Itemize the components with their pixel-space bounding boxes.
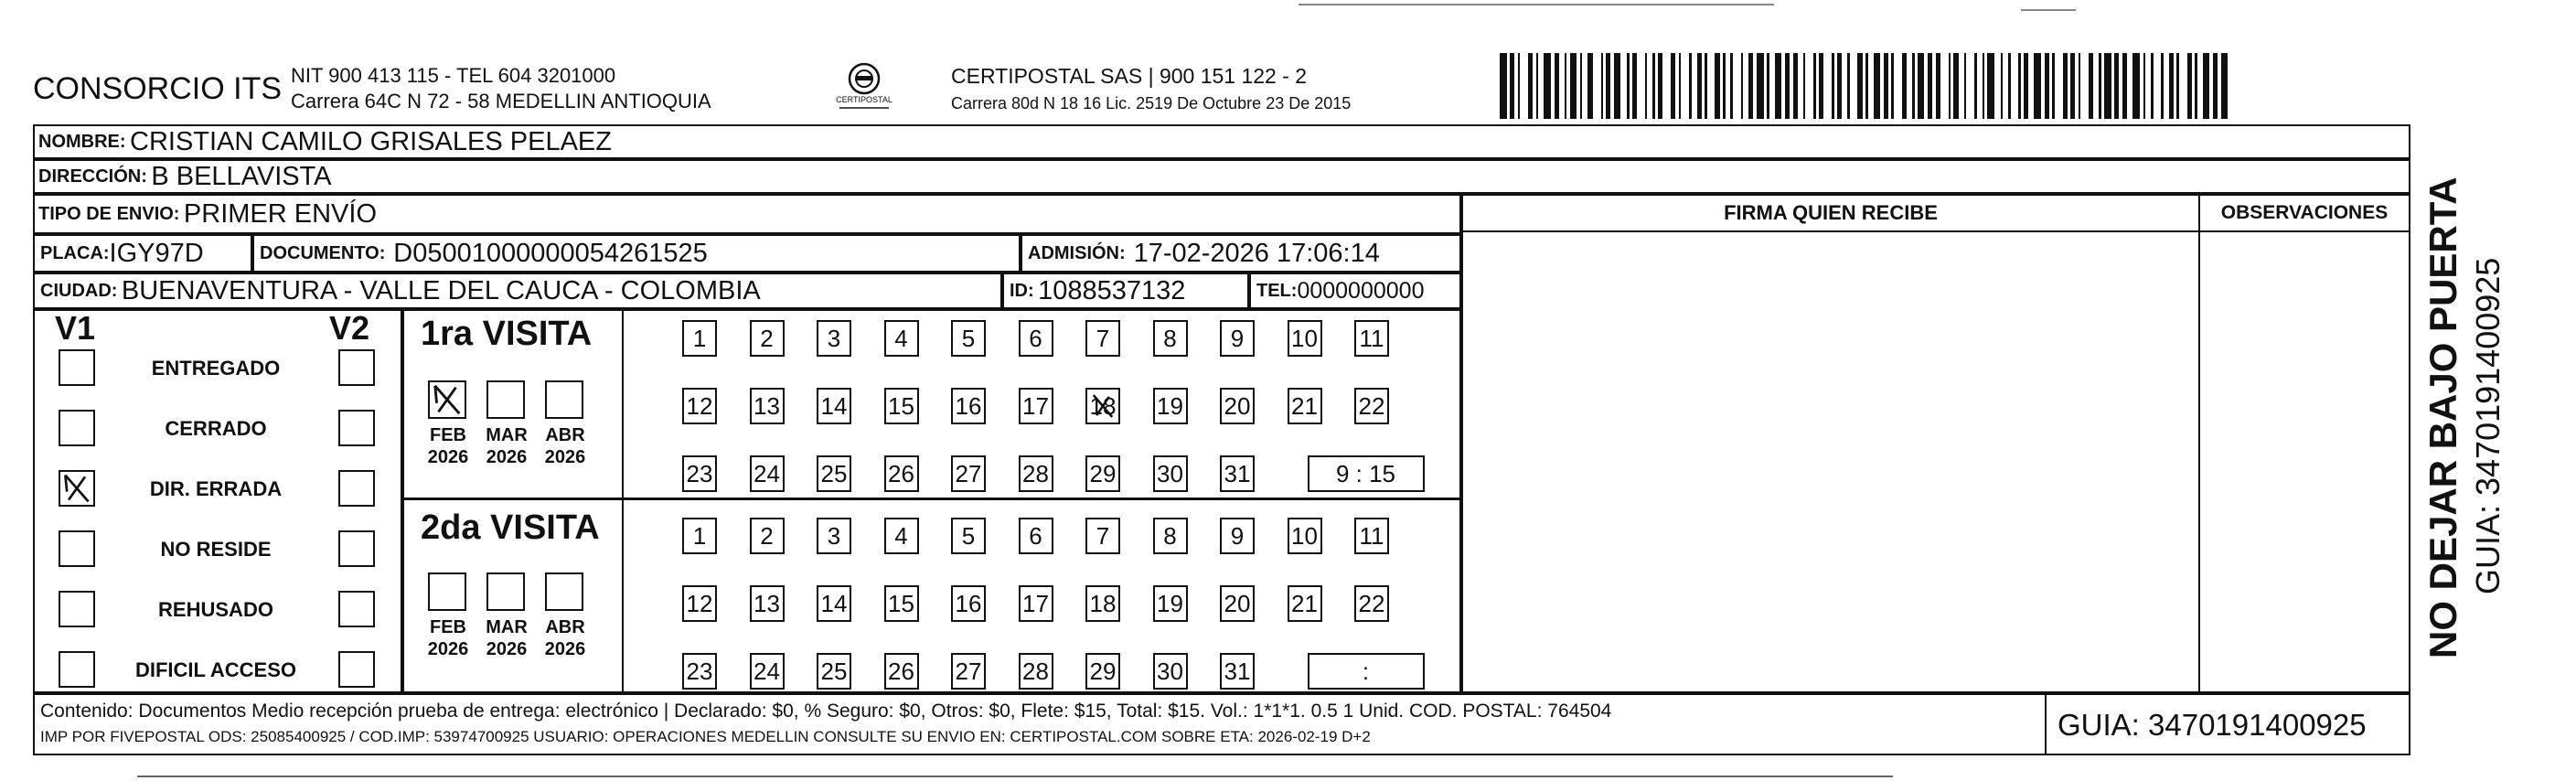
- barcode-bar: [1715, 53, 1719, 119]
- nombre-value: CRISTIAN CAMILO GRISALES PELAEZ: [130, 126, 612, 156]
- direccion-label: DIRECCIÓN:: [38, 166, 147, 187]
- time-box[interactable]: 9 : 15: [1308, 455, 1425, 492]
- day-box[interactable]: 7: [1085, 320, 1120, 357]
- day-box[interactable]: 6: [1019, 518, 1053, 554]
- barcode-bar: [2176, 53, 2179, 119]
- day-box[interactable]: 21: [1288, 585, 1322, 622]
- day-box[interactable]: 27: [951, 455, 986, 492]
- day-box[interactable]: 11: [1354, 320, 1389, 357]
- admision-label: ADMISIÓN:: [1028, 242, 1126, 263]
- barcode-bar: [2221, 53, 2229, 119]
- footer-guia-divider: [2045, 693, 2047, 755]
- id-value: 1088537132: [1038, 275, 1186, 305]
- barcode-bar: [2114, 53, 2119, 119]
- tipo-value: PRIMER ENVÍO: [183, 198, 378, 229]
- day-box[interactable]: 24: [750, 653, 785, 690]
- barcode-bar: [1555, 53, 1559, 119]
- nombre-row: [33, 124, 2410, 159]
- barcode-bar: [2213, 53, 2218, 119]
- barcode-bar: [2024, 53, 2028, 119]
- nombre-label: NOMBRE:: [38, 131, 126, 152]
- time-box[interactable]: :: [1308, 653, 1425, 690]
- placa-value: IGY97D: [109, 238, 204, 268]
- barcode-bar: [2169, 53, 2174, 119]
- barcode-bar: [1819, 53, 1823, 119]
- day-box[interactable]: 27: [951, 653, 986, 690]
- day-box[interactable]: 13: [750, 388, 785, 424]
- barcode-bar: [2063, 53, 2068, 119]
- barcode: [1500, 53, 2231, 119]
- day-box[interactable]: 26: [884, 455, 919, 492]
- day-box[interactable]: 20: [1220, 388, 1255, 424]
- barcode-bar: [1570, 53, 1577, 119]
- v1-checkbox[interactable]: [59, 651, 95, 688]
- barcode-bar: [1837, 53, 1842, 119]
- day-box[interactable]: 2: [750, 518, 785, 554]
- documento-label: DOCUMENTO:: [260, 242, 386, 263]
- barcode-bar: [1832, 53, 1834, 119]
- barcode-bar: [1813, 53, 1816, 119]
- barcode-bar: [1544, 53, 1551, 119]
- day-box[interactable]: 22: [1354, 585, 1389, 622]
- tipo-label: TIPO DE ENVIO:: [38, 203, 180, 224]
- barcode-bar: [1953, 53, 1958, 119]
- day-box[interactable]: 1: [682, 518, 717, 554]
- day-box[interactable]: 9: [1220, 518, 1255, 554]
- barcode-bar: [1601, 53, 1604, 119]
- barcode-bar: [2079, 53, 2081, 119]
- barcode-bar: [1874, 53, 1881, 119]
- ciudad-value: BUENAVENTURA - VALLE DEL CAUCA - COLOMBIA: [121, 275, 761, 305]
- day-box[interactable]: 6: [1019, 320, 1053, 357]
- status-option-label: DIR. ERRADA: [149, 477, 283, 500]
- documento-value: D05001000000054261525: [393, 238, 708, 268]
- status-option-label: ENTREGADO: [151, 357, 281, 380]
- id-cell: [1002, 273, 1249, 309]
- barcode-bar: [2195, 53, 2197, 119]
- ciudad-label: CIUDAD:: [40, 280, 118, 301]
- barcode-bar: [2187, 53, 2192, 119]
- day-box[interactable]: 26: [884, 653, 919, 690]
- day-box[interactable]: 15: [884, 585, 919, 622]
- scan-edge-line: [137, 776, 1893, 777]
- day-box[interactable]: 24: [750, 455, 785, 492]
- month-name: FEB: [430, 425, 466, 445]
- barcode-bar: [1645, 53, 1648, 119]
- month-label: [538, 424, 593, 468]
- month-name: ABR: [545, 617, 585, 637]
- footer-line1: Contenido: Documentos Medio recepción prueba de entrega: electrónico | Declarado: $0, % Seguro: $0, Otros: $0, Flete: $15, Total: $15. Vol.: 1*1*1. 0.5 1 Unid. COD. POSTAL: 764504: [40, 701, 1612, 722]
- certipostal-logo: [832, 60, 896, 113]
- tel-value: 0000000000: [1297, 277, 1425, 304]
- day-box[interactable]: 31: [1220, 455, 1255, 492]
- day-box[interactable]: 29: [1085, 455, 1120, 492]
- barcode-bar: [1803, 53, 1806, 119]
- month-year: 2026: [544, 639, 586, 659]
- tel-label: TEL:: [1256, 280, 1298, 301]
- v1-checkbox[interactable]: [59, 530, 95, 567]
- barcode-bar: [1580, 53, 1583, 119]
- day-box[interactable]: 21: [1288, 388, 1322, 424]
- scan-edge-line: [1299, 4, 1774, 5]
- tel-cell: [1249, 273, 1461, 309]
- day-box[interactable]: 9: [1220, 320, 1255, 357]
- barcode-bar: [1757, 53, 1764, 119]
- direccion-row: [33, 159, 2410, 194]
- placa-cell: [33, 234, 252, 273]
- barcode-bar: [2001, 53, 2004, 119]
- company-line2: Carrera 64C N 72 - 58 MEDELLIN ANTIOQUIA: [291, 90, 711, 112]
- visit-divider: [402, 497, 1461, 500]
- barcode-bar: [2008, 53, 2011, 119]
- company-name: CONSORCIO ITS: [33, 71, 283, 106]
- observaciones-box: [2198, 194, 2410, 693]
- day-box[interactable]: 14: [817, 388, 851, 424]
- barcode-bar: [1793, 53, 1798, 119]
- barcode-bar: [1741, 53, 1744, 119]
- barcode-bar: [1785, 53, 1790, 119]
- month-checkbox[interactable]: [428, 380, 466, 419]
- day-box[interactable]: 12: [682, 388, 717, 424]
- v2-checkbox[interactable]: [338, 410, 375, 446]
- day-box[interactable]: 18: [1085, 388, 1120, 424]
- month-checkbox[interactable]: [486, 380, 525, 419]
- day-box[interactable]: 29: [1085, 653, 1120, 690]
- barcode-bar: [1748, 53, 1753, 119]
- barcode-bar: [1614, 53, 1621, 119]
- v1-header: V1: [55, 309, 96, 347]
- day-box[interactable]: 10: [1288, 320, 1322, 357]
- side-warning: NO DEJAR BAJO PUERTA: [2421, 177, 2464, 658]
- barcode-bar: [2018, 53, 2021, 119]
- month-year: 2026: [486, 447, 528, 467]
- barcode-bar: [2034, 53, 2041, 119]
- barcode-bar: [1723, 53, 1726, 119]
- barcode-bar: [1510, 53, 1514, 119]
- month-label: [421, 616, 476, 660]
- visit-title-divider: [622, 309, 624, 693]
- barcode-bar: [1928, 53, 1932, 119]
- day-box[interactable]: 31: [1220, 653, 1255, 690]
- day-box[interactable]: 25: [817, 455, 851, 492]
- day-box[interactable]: 28: [1019, 455, 1053, 492]
- day-box[interactable]: 7: [1085, 518, 1120, 554]
- barcode-bar: [1902, 53, 1907, 119]
- day-box[interactable]: 10: [1288, 518, 1322, 554]
- v1-checkbox[interactable]: [59, 591, 95, 627]
- month-label: [538, 616, 593, 660]
- barcode-bar: [1775, 53, 1782, 119]
- day-box[interactable]: 30: [1153, 653, 1188, 690]
- day-box[interactable]: 8: [1153, 320, 1188, 357]
- barcode-bar: [1730, 53, 1733, 119]
- day-box[interactable]: 4: [884, 320, 919, 357]
- ciudad-cell: [33, 273, 1002, 309]
- barcode-bar: [2099, 53, 2101, 119]
- month-name: MAR: [486, 617, 528, 637]
- admision-cell: [1021, 234, 1461, 273]
- month-name: MAR: [486, 425, 528, 445]
- barcode-bar: [2104, 53, 2111, 119]
- barcode-bar: [1865, 53, 1868, 119]
- direccion-value: B BELLAVISTA: [151, 161, 332, 191]
- barcode-bar: [1983, 53, 1985, 119]
- day-box[interactable]: 16: [951, 388, 986, 424]
- month-label: [421, 424, 476, 468]
- month-name: ABR: [545, 425, 585, 445]
- barcode-bar: [2122, 53, 2127, 119]
- barcode-bar: [1987, 53, 1994, 119]
- barcode-bar: [1536, 53, 1539, 119]
- barcode-bar: [1671, 53, 1675, 119]
- v1-checkbox[interactable]: [59, 349, 95, 386]
- logo-text: CERTIPOSTAL: [836, 95, 893, 104]
- carrier-line2: Carrera 80d N 18 16 Lic. 2519 De Octubre 23 De 2015: [951, 94, 1352, 112]
- barcode-bar: [1632, 53, 1637, 119]
- day-box[interactable]: 19: [1153, 388, 1188, 424]
- barcode-bar: [1767, 53, 1769, 119]
- side-guia: GUIA: 3470191400925: [2469, 257, 2507, 594]
- firma-box: [1461, 194, 2200, 693]
- barcode-bar: [1565, 53, 1567, 119]
- day-box[interactable]: 15: [884, 388, 919, 424]
- month-checkbox[interactable]: [545, 380, 583, 419]
- barcode-bar: [1518, 53, 1521, 119]
- day-box[interactable]: 5: [951, 320, 986, 357]
- v2-header: V2: [329, 309, 370, 347]
- tipo-row: [33, 194, 1461, 234]
- barcode-bar: [1652, 53, 1655, 119]
- v1-checkbox[interactable]: [59, 470, 95, 507]
- barcode-bar: [2143, 53, 2146, 119]
- barcode-bar: [1884, 53, 1888, 119]
- day-box[interactable]: 4: [884, 518, 919, 554]
- day-box[interactable]: 19: [1153, 585, 1188, 622]
- barcode-bar: [2132, 53, 2140, 119]
- barcode-bar: [1689, 53, 1692, 119]
- barcode-bar: [1936, 53, 1940, 119]
- barcode-bar: [1697, 53, 1702, 119]
- id-label: ID:: [1010, 280, 1034, 301]
- visit2-title: 2da VISITA: [421, 508, 600, 547]
- month-year: 2026: [486, 639, 528, 659]
- day-box[interactable]: 23: [682, 455, 717, 492]
- barcode-bar: [1587, 53, 1592, 119]
- barcode-bar: [2070, 53, 2075, 119]
- v2-checkbox[interactable]: [338, 651, 375, 688]
- v2-checkbox[interactable]: [338, 470, 375, 507]
- month-label: [479, 424, 534, 468]
- month-label: [479, 616, 534, 660]
- day-box[interactable]: 14: [817, 585, 851, 622]
- day-box[interactable]: 23: [682, 653, 717, 690]
- day-box[interactable]: 17: [1019, 388, 1053, 424]
- company-line1: NIT 900 413 115 - TEL 604 3201000: [291, 64, 616, 87]
- barcode-bar: [2045, 53, 2049, 119]
- footer-guia: GUIA: 3470191400925: [2058, 708, 2367, 742]
- day-box[interactable]: 16: [951, 585, 986, 622]
- status-option-label: CERRADO: [165, 417, 267, 440]
- v1-checkbox[interactable]: [59, 410, 95, 446]
- footer-line2: IMP POR FIVEPOSTAL ODS: 25085400925 / COD.IMP: 53974700925 USUARIO: OPERACIONES MEDELLIN CONSULTE SU ENVIO EN: CERTIPOSTAL.COM SOBRE ETA: 2026-02-19 D+2: [40, 728, 1371, 745]
- admision-value: 17-02-2026 17:06:14: [1133, 238, 1380, 268]
- barcode-bar: [2089, 53, 2093, 119]
- month-checkbox[interactable]: [428, 572, 466, 611]
- month-year: 2026: [544, 447, 586, 467]
- barcode-bar: [2151, 53, 2154, 119]
- carrier-line1: CERTIPOSTAL SAS | 900 151 122 - 2: [951, 64, 1308, 88]
- documento-cell: [252, 234, 1021, 273]
- day-box[interactable]: 22: [1354, 388, 1389, 424]
- v2-checkbox[interactable]: [338, 530, 375, 567]
- day-box[interactable]: 20: [1220, 585, 1255, 622]
- barcode-bar: [1974, 53, 1977, 119]
- visit1-title: 1ra VISITA: [421, 315, 593, 353]
- barcode-bar: [1857, 53, 1862, 119]
- firma-label: FIRMA QUIEN RECIBE: [1463, 196, 2198, 232]
- placa-label: PLACA:: [40, 242, 110, 263]
- observaciones-label: OBSERVACIONES: [2200, 196, 2409, 232]
- status-option-label: DIFICIL ACCESO: [134, 658, 296, 681]
- day-box[interactable]: 1: [682, 320, 717, 357]
- day-box[interactable]: 5: [951, 518, 986, 554]
- day-box[interactable]: 17: [1019, 585, 1053, 622]
- barcode-bar: [1528, 53, 1533, 119]
- barcode-bar: [1627, 53, 1630, 119]
- month-year: 2026: [427, 447, 469, 467]
- day-box[interactable]: 3: [817, 320, 851, 357]
- month-checkbox[interactable]: [545, 572, 583, 611]
- status-option-label: REHUSADO: [158, 598, 273, 621]
- day-mark-icon: [1087, 390, 1118, 423]
- month-name: FEB: [430, 617, 466, 637]
- day-box[interactable]: 18: [1085, 585, 1120, 622]
- barcode-bar: [1606, 53, 1610, 119]
- barcode-bar: [1500, 53, 1507, 119]
- barcode-bar: [1918, 53, 1925, 119]
- v2-checkbox[interactable]: [338, 349, 375, 386]
- month-year: 2026: [427, 639, 469, 659]
- day-box[interactable]: 13: [750, 585, 785, 622]
- day-box[interactable]: 28: [1019, 653, 1053, 690]
- scan-edge-line: [2021, 9, 2076, 11]
- barcode-bar: [1964, 53, 1967, 119]
- day-box[interactable]: 2: [750, 320, 785, 357]
- barcode-bar: [1679, 53, 1682, 119]
- v2-checkbox[interactable]: [338, 591, 375, 627]
- barcode-bar: [1912, 53, 1915, 119]
- day-box[interactable]: 3: [817, 518, 851, 554]
- barcode-bar: [1847, 53, 1850, 119]
- barcode-bar: [2203, 53, 2210, 119]
- day-box[interactable]: 11: [1354, 518, 1389, 554]
- barcode-bar: [1658, 53, 1662, 119]
- day-box[interactable]: 30: [1153, 455, 1188, 492]
- barcode-bar: [1891, 53, 1894, 119]
- barcode-bar: [1705, 53, 1707, 119]
- day-box[interactable]: 8: [1153, 518, 1188, 554]
- day-box[interactable]: 25: [817, 653, 851, 690]
- certipostal-logo-icon: [832, 60, 896, 113]
- barcode-bar: [1949, 53, 1951, 119]
- barcode-bar: [2052, 53, 2055, 119]
- day-box[interactable]: 12: [682, 585, 717, 622]
- barcode-bar: [2161, 53, 2164, 119]
- month-checkbox[interactable]: [486, 572, 525, 611]
- status-option-label: NO RESIDE: [160, 538, 272, 561]
